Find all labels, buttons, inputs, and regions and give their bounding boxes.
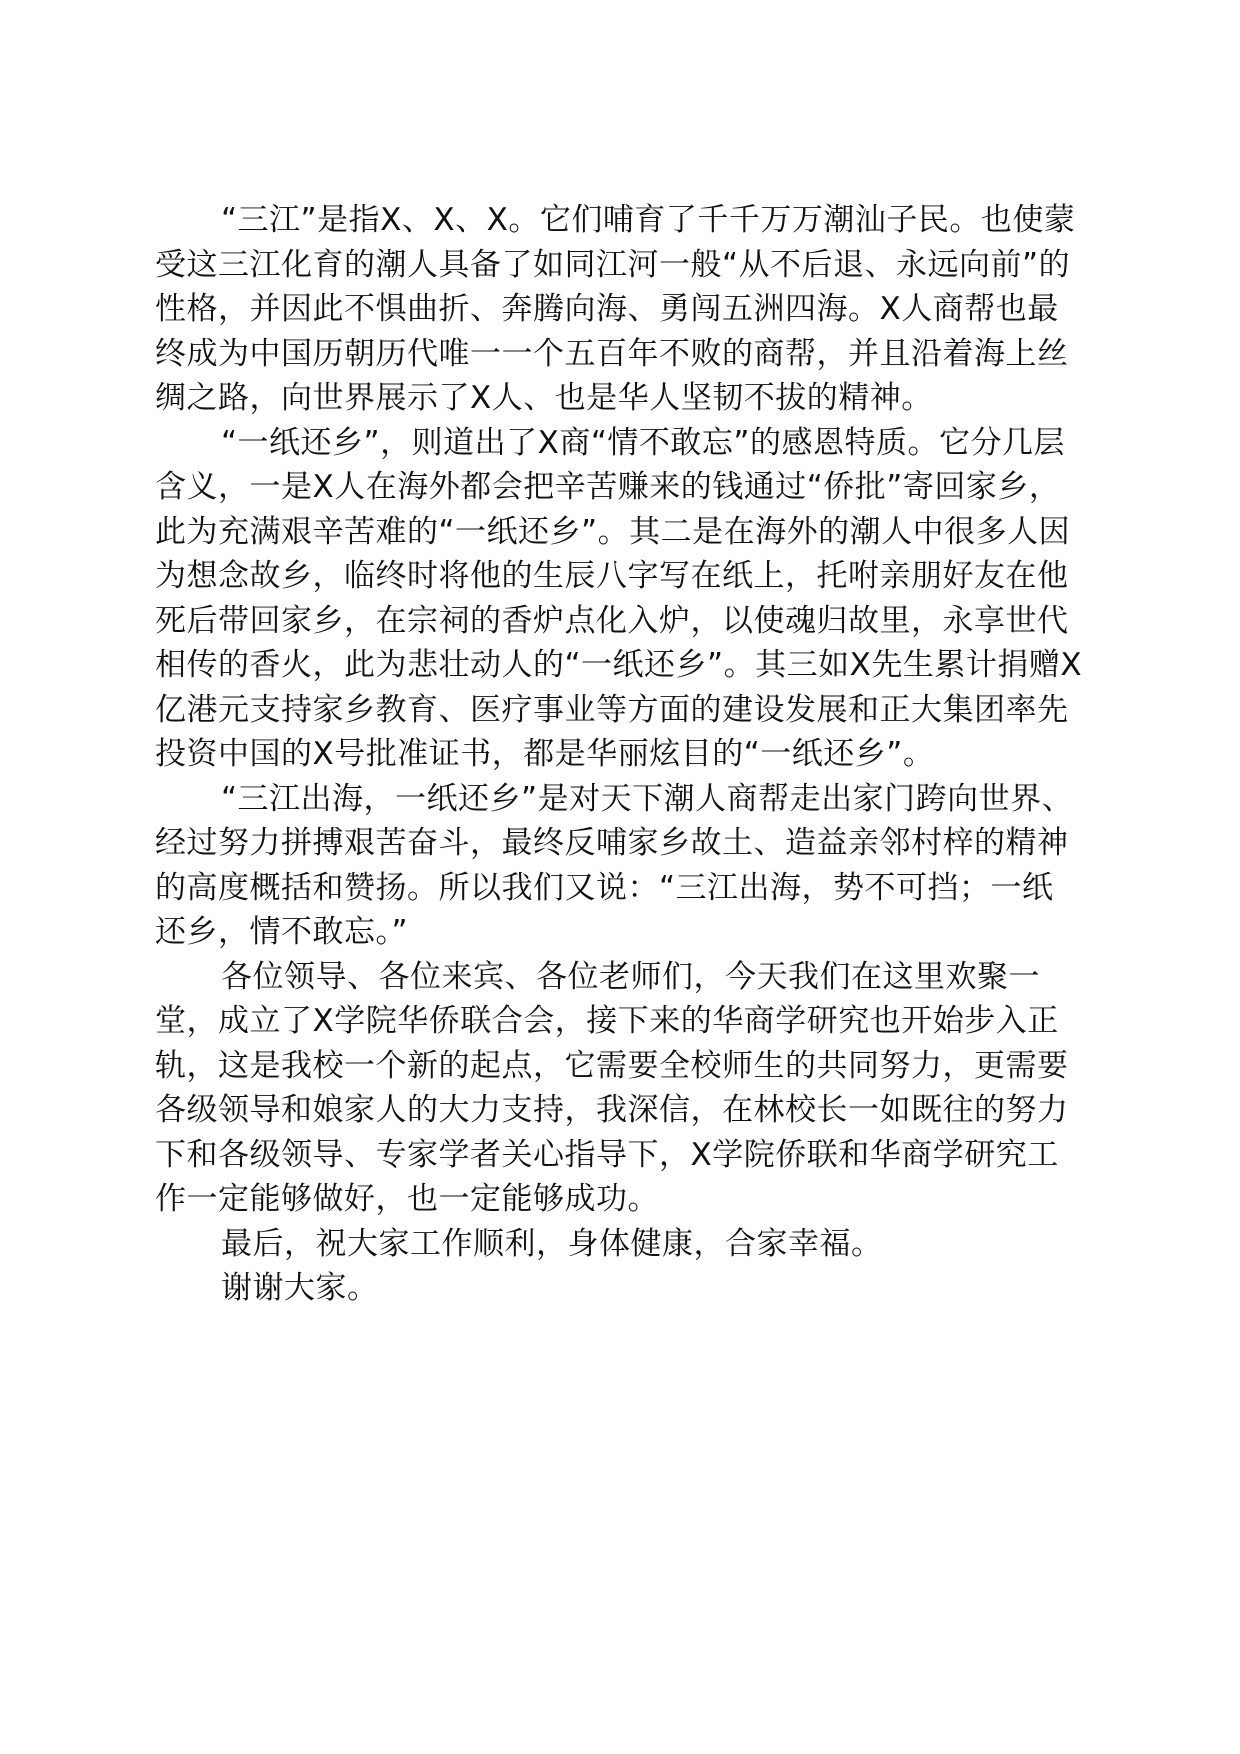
paragraph-yizhihuanxiang: “一纸还乡”，则道出了X商“情不敢忘”的感恩特质。它分几层含义，一是X人在海外都会把辛苦赚来的钱通过“侨批”寄回家乡，此为充满艰辛苦难的“一纸还乡”。其二是在海外的潮人中很多人因为想念故乡，临终时将他的生辰八字写在纸上，托咐亲朋好友在他死后带回家乡，在宗祠的香炉点化入炉，以使魂归故里，永享世代相传的香火，此为悲壮动人的“一纸还乡”。其三如X先生累计捐赠X亿港元支持家乡教育、医疗事业等方面的建设发展和正大集团率先投资中国的X号批准证书，都是华丽炫目的“一纸还乡”。: [155, 424, 1083, 772]
paragraph-sanjiang: “三江”是指X、X、X。它们哺育了千千万万潮汕子民。也使蒙受这三江化育的潮人具备了如同江河一般“从不后退、永远向前”的性格，并因此不惧曲折、奔腾向海、勇闯五洲四海。X人商帮也最终成为中国历朝历代唯一一个五百年不败的商帮，并且沿着海上丝绸之路，向世界展示了X人、也是华人坚韧不拔的精神。: [155, 202, 1076, 416]
paragraph-wishes: 最后，祝大家工作顺利，身体健康，合家幸福。: [221, 1225, 883, 1262]
paragraph-summary: “三江出海，一纸还乡”是对天下潮人商帮走出家门跨向世界、经过努力拼搏艰苦奋斗，最终反哺家乡故土、造益亲邻村梓的精神的高度概括和赞扬。所以我们又说：“三江出海，势不可挡；一纸还乡，情不敢忘。”: [155, 780, 1074, 950]
paragraph-address: 各位领导、各位来宾、各位老师们，今天我们在这里欢聚一堂，成立了X学院华侨联合会，接下来的华商学研究也开始步入正轨，这是我校一个新的起点，它需要全校师生的共同努力，更需要各级领导和娘家人的大力支持，我深信，在林校长一如既往的努力下和各级领导、专家学者关心指导下，X学院侨联和华商学研究工作一定能够做好，也一定能够成功。: [155, 958, 1069, 1217]
document-body: [155, 198, 1085, 1311]
paragraph-thanks: 谢谢大家。: [221, 1270, 379, 1306]
